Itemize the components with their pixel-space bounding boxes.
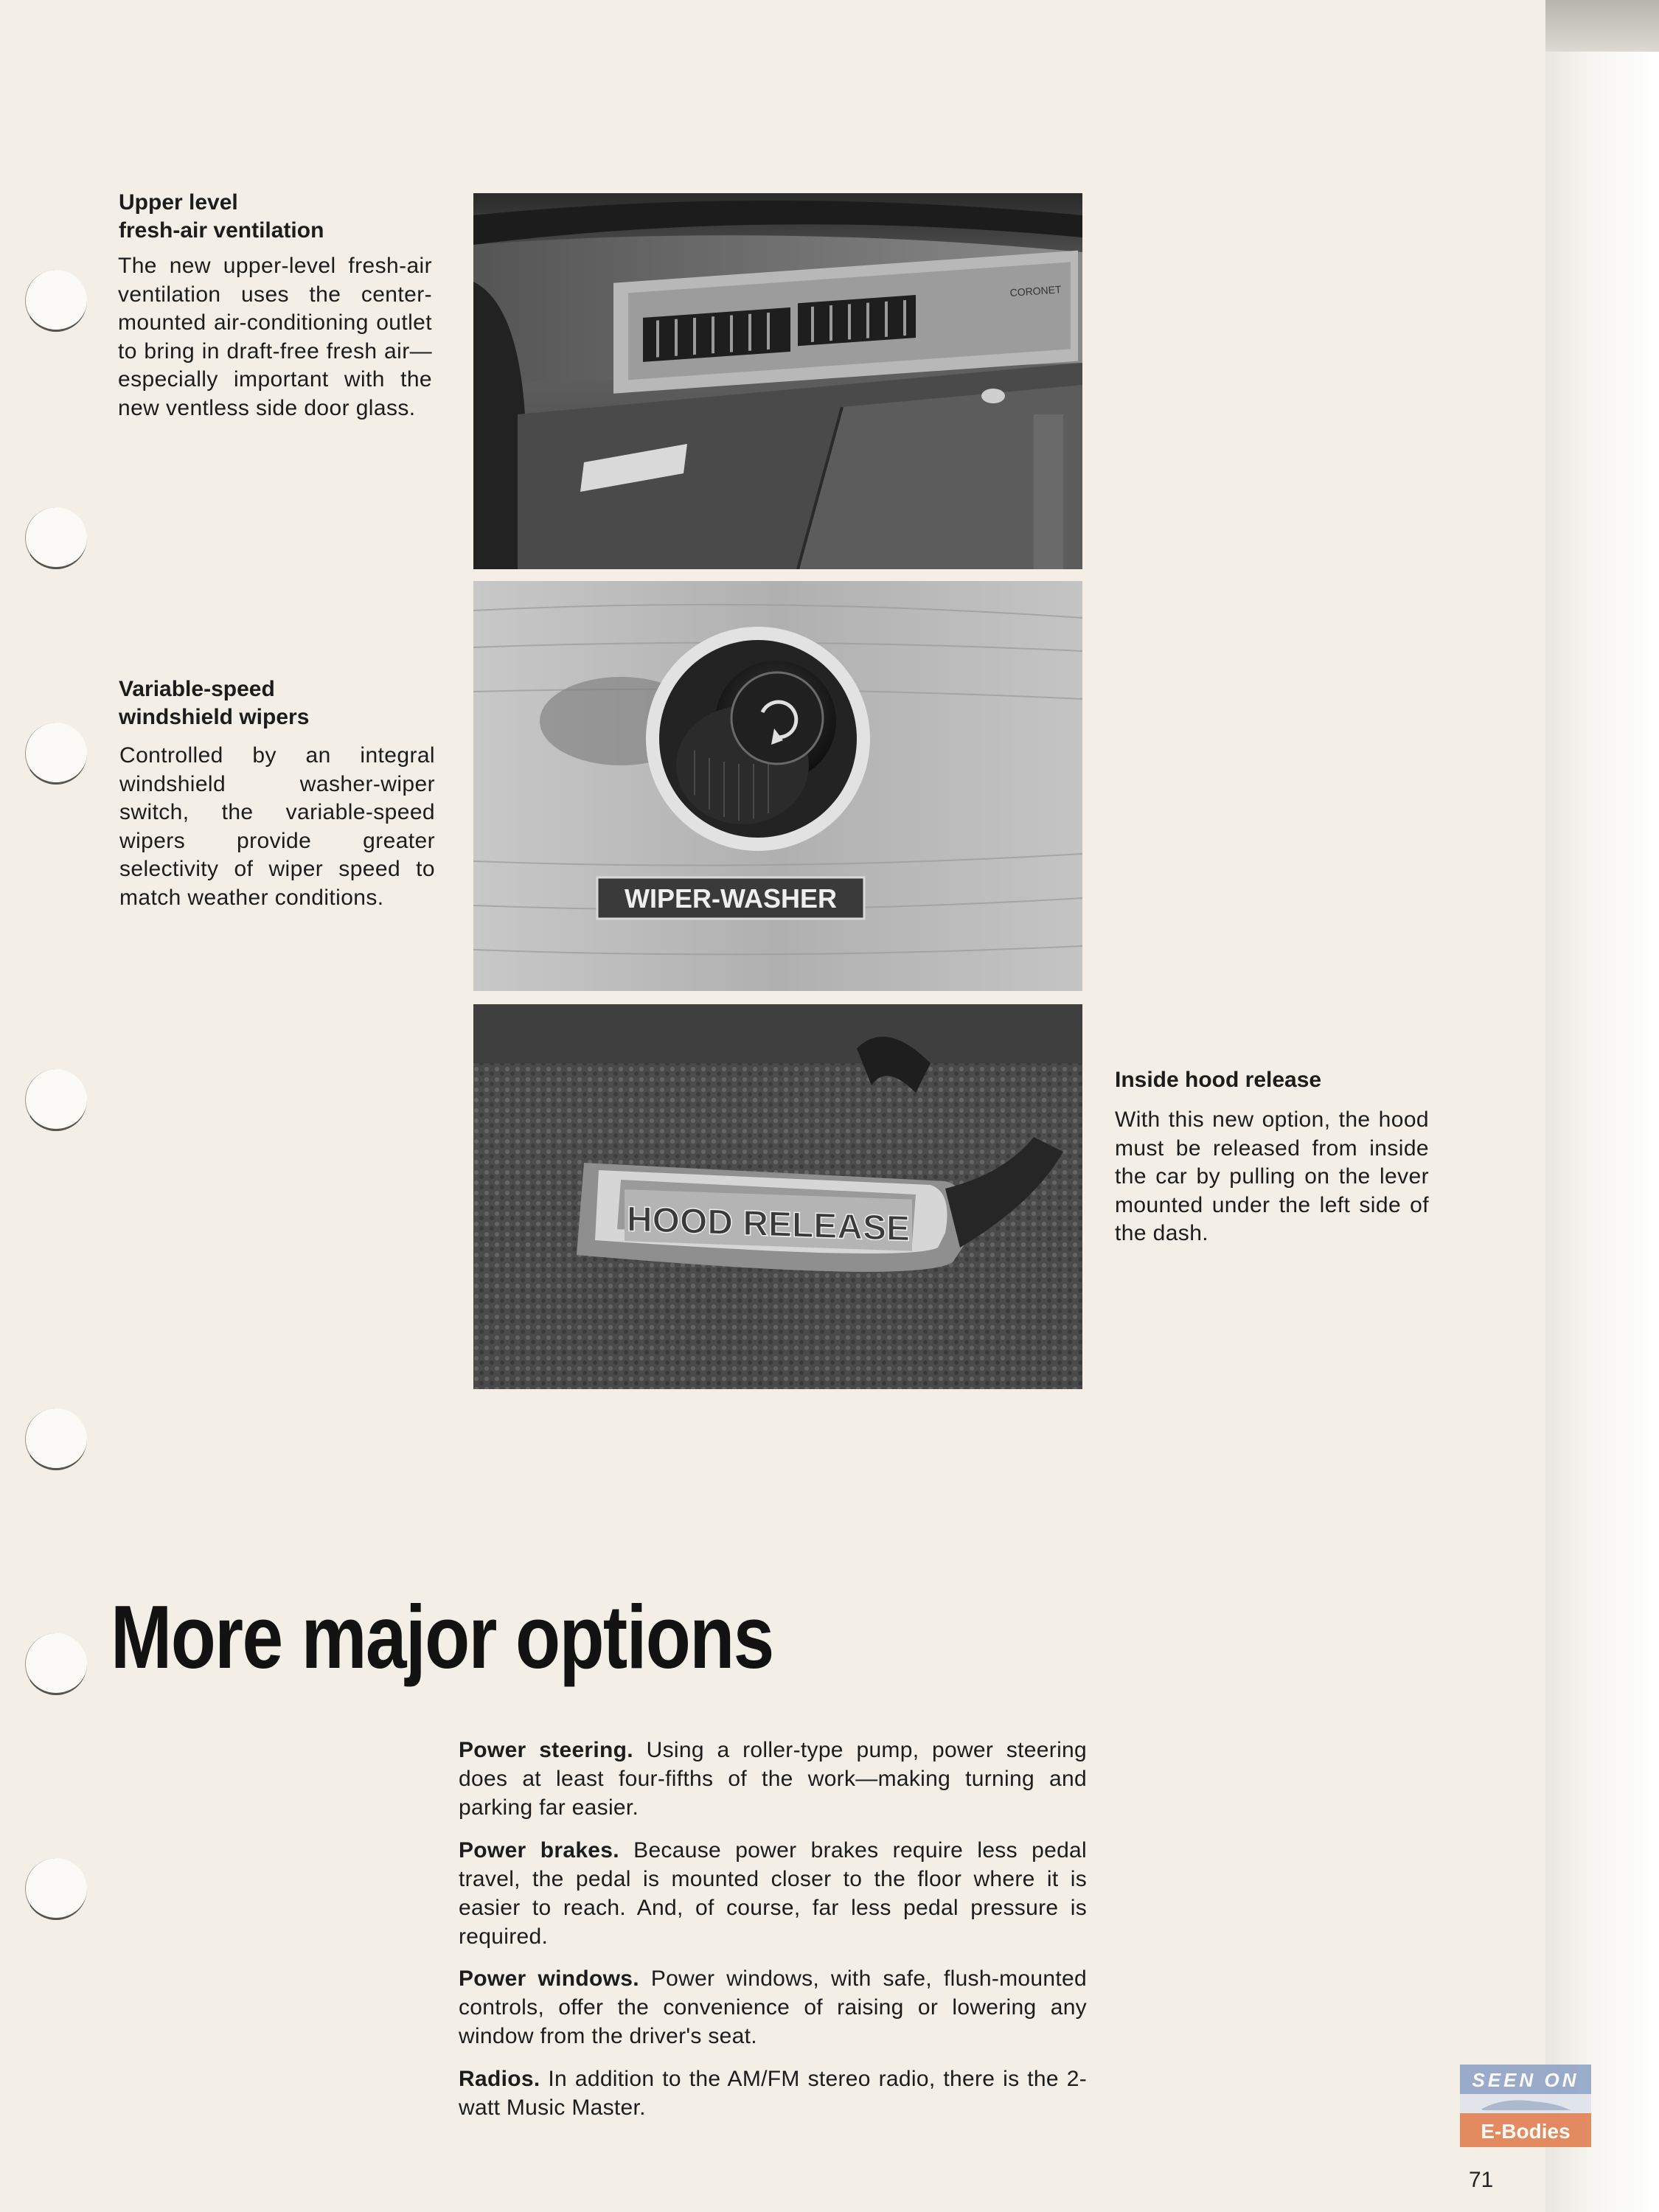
binder-hole: [25, 723, 87, 785]
watermark-logo: [1460, 2065, 1591, 2147]
photo-dashboard-vent: [473, 193, 1082, 569]
wiper-washer-label: WIPER-WASHER: [625, 883, 837, 914]
binder-hole: [25, 1408, 87, 1470]
binder-hole: [25, 270, 87, 332]
option-lead: Radios.: [459, 2067, 540, 2091]
option-text: Because power brakes require less pedal travel, the pedal is mounted closer to the floor where it is easier to reach. And, of course, far less pedal pressure is required.: [459, 1838, 1088, 1949]
binder-hole: [25, 507, 87, 569]
section-body-hood-release: With this new option, the hood must be released from inside the car by pulling on the lever mounted under the left side of the dash.: [1115, 1107, 1429, 1245]
page-edge-shadow: [1545, 0, 1659, 52]
page-edge: [1545, 0, 1659, 2212]
photo-hood-release: [473, 1004, 1082, 1389]
heading-line: windshield wipers: [119, 705, 310, 729]
page-title: More major options: [111, 1587, 773, 1687]
heading-line: Variable-speed: [119, 677, 275, 701]
option-radios: [459, 2065, 1087, 2122]
option-power-brakes: [459, 1836, 1087, 1951]
section-heading-hood-release: [1115, 1066, 1439, 1094]
binder-hole: [25, 1069, 87, 1131]
page-number: 71: [1469, 2168, 1494, 2192]
option-lead: Power brakes.: [459, 1838, 619, 1863]
dash-badge: CORONET: [1009, 283, 1062, 299]
option-text: In addition to the AM/FM stereo radio, there is the 2-watt Music Master.: [459, 2067, 1087, 2120]
option-power-steering: [459, 1736, 1087, 1822]
watermark-line1: SEEN ON: [1472, 2069, 1579, 2091]
option-text: Power windows, with safe, flush-mounted controls, offer the convenience of raising or lowering any window from the driver's seat.: [459, 1966, 1087, 2048]
binder-hole: [25, 1858, 87, 1920]
option-lead: Power windows.: [459, 1966, 639, 1991]
heading-line: Inside hood release: [1115, 1068, 1322, 1092]
watermark-line2: E-Bodies: [1481, 2120, 1571, 2143]
option-power-windows: [459, 1964, 1087, 2051]
option-text: Using a roller-type pump, power steering does at least four-fifths of the work—making turning and parking far easier.: [459, 1738, 1088, 1820]
heading-line: fresh-air ventilation: [119, 218, 324, 243]
section-heading-wipers: [119, 675, 443, 731]
option-lead: Power steering.: [459, 1738, 633, 1762]
hood-release-label: HOOD RELEASE: [627, 1200, 910, 1249]
section-heading-ventilation: [119, 189, 443, 245]
binder-hole: [25, 1633, 87, 1695]
heading-line: Upper level: [119, 190, 238, 215]
section-body-ventilation: The new upper-level fresh-air ventilation uses the center-mounted air-conditioning outlet to bring in draft-free fresh air—especially important with the new ventless side door glass.: [118, 254, 432, 420]
section-body-wipers: Controlled by an integral windshield washer-wiper switch, the variable-speed wipers provide greater selectivity of wiper speed to match weather conditions.: [119, 743, 435, 910]
photo-wiper-washer-knob: [473, 581, 1082, 991]
